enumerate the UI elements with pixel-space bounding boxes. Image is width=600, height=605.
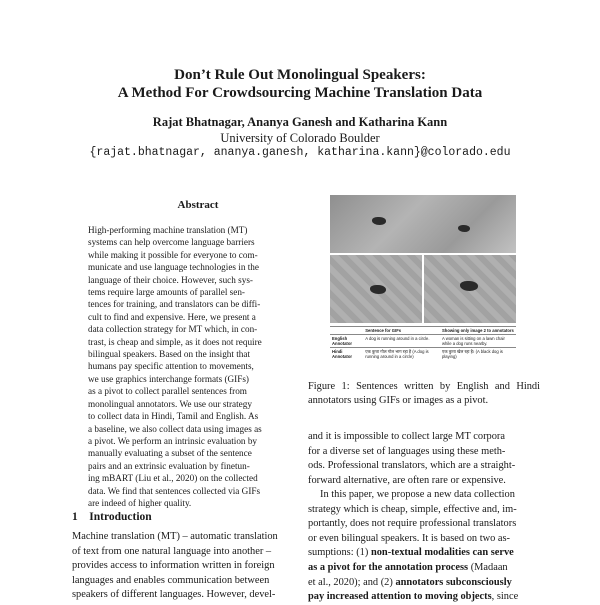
para-line: portantly, does not require professional translators [308, 518, 517, 530]
text-line: speakers of different languages. However, devel- [72, 589, 276, 601]
figure-caption: Figure 1: Sentences written by English and Hindi annotators using GIFs or images as a pivot. [308, 381, 540, 406]
right-paragraph-1 [308, 430, 540, 488]
text-line: systems can help overcome language barriers [88, 237, 255, 248]
text-line: tems require large amounts of parallel sen- [88, 287, 245, 298]
text-line: while making it possible for everyone to com- [88, 249, 258, 260]
text-line: for a diverse set of languages using these meth- [308, 445, 506, 457]
bold-run: as a pivot for the annotation process [308, 561, 469, 573]
abstract-body [88, 224, 308, 509]
intro-heading-text: Introduction [89, 511, 152, 523]
text-line: to collect data in Hindi, Tamil and English. As [88, 411, 259, 422]
text-line: are indeed of higher quality. [88, 497, 192, 508]
text-line: High-performing machine translation (MT) [88, 225, 248, 235]
figure-table [330, 326, 516, 360]
table-row [330, 348, 516, 361]
authors: Rajat Bhatnagar, Ananya Ganesh and Katharina Kann [152, 115, 448, 129]
text-line: a pivot. We perform an intrinsic evaluation by [88, 435, 258, 446]
text-line: tences for training, and translators can be diffi- [88, 299, 261, 310]
text-line: bilingual speakers. Based on the insight that [88, 349, 251, 360]
gif-frame-image [330, 195, 516, 253]
table-header-cell: Sentence for GIFs [363, 327, 440, 335]
para-line: or even bilingual speakers. It is based on two as- [308, 532, 510, 544]
table-header-cell [330, 327, 363, 335]
email: {rajat.bhatnagar, ananya.ganesh, katharina.kann}@colorado.edu [89, 146, 511, 159]
text-line: municate and use language technologies in the [88, 262, 259, 273]
bold-run: pay increased attention to moving objects [308, 591, 492, 603]
intro-body [72, 530, 296, 603]
table-cell: Hindi Annotator [330, 348, 363, 361]
text-line: humans pay specific attention to movements, [88, 361, 254, 372]
text-line: data. We find that sentences collected via GIFs [88, 485, 261, 496]
table-header-cell: Showing only image 2 to annotators [440, 327, 516, 335]
text-line: Machine translation (MT) – automatic translation [72, 531, 278, 542]
right-paragraph-2 [308, 488, 540, 605]
text-line: pairs and an extrinsic evaluation by finetun- [88, 460, 250, 471]
text-run: et al., 2020); and (2) [308, 576, 396, 588]
bold-run: non-textual modalities can serve [370, 547, 514, 559]
text-line: provides access to information written in foreign [72, 560, 275, 572]
text-line: forward alternative, are often rare or expensive. [308, 474, 506, 486]
para-line: strategy which is cheap, simple, effective and, im- [308, 503, 517, 515]
para-line [308, 546, 540, 561]
para-line [308, 561, 540, 576]
intro-heading [72, 511, 152, 523]
title-line-1: Don’t Rule Out Monolingual Speakers: [174, 67, 426, 83]
intro-heading-number: 1 [72, 511, 78, 523]
text-run: (Madaan [468, 561, 508, 573]
text-line: data collection strategy for MT which, in con- [88, 324, 258, 335]
table-cell: English Annotator [330, 335, 363, 348]
text-line: ing mBART (Liu et al., 2020) on the collected [88, 473, 258, 484]
table-cell: एक कुत्ता खेल रहा है। (A black dog is playing) [440, 348, 516, 361]
text-line: of text from one natural language into another – [72, 545, 272, 557]
title-line-2: A Method For Crowdsourcing Machine Translation Data [117, 85, 483, 101]
text-line: ods. Professional translators, which are a straight- [308, 460, 516, 472]
paper-title [0, 66, 600, 102]
text-line: as a pivot to collect parallel sentences from [88, 386, 247, 397]
text-run: sumptions: (1) [308, 547, 371, 559]
table-cell: एक कुत्ता गोल गोल भाग रहा है (A dog is running around in a circle) [363, 348, 440, 361]
bold-run: annotators subconsciously [395, 576, 512, 588]
text-line: and it is impossible to collect large MT corpora [308, 431, 505, 442]
text-line: monolingual annotators. We use our strategy [88, 398, 252, 409]
affiliation: University of Colorado Boulder [220, 131, 380, 145]
text-line: trast, is cheap and simple, as it does not require [88, 336, 262, 347]
text-line: we use graphics interchange formats (GIFs) [88, 373, 249, 384]
figure-table-header [330, 327, 516, 335]
figure-1 [330, 195, 516, 365]
text-run: , since [491, 591, 519, 603]
text-line: cult to find and expensive. Here, we present a [88, 311, 256, 322]
para-line: In this paper, we propose a new data collection [320, 489, 515, 500]
table-row [330, 335, 516, 348]
text-line: a baseline, we also collect data using images as [88, 423, 262, 434]
abstract-heading: Abstract [177, 199, 219, 211]
text-line: languages and enables communication between [72, 574, 270, 586]
text-line: language of their choice. However, such sys- [88, 274, 253, 285]
table-cell: A dog is running around in a circle. [363, 335, 440, 348]
para-line [308, 590, 540, 605]
text-line: manually evaluating a subset of the sentence [88, 448, 252, 459]
table-cell: A woman is sitting on a lawn chair while a dog runs nearby. [440, 335, 516, 348]
para-line [308, 576, 540, 591]
